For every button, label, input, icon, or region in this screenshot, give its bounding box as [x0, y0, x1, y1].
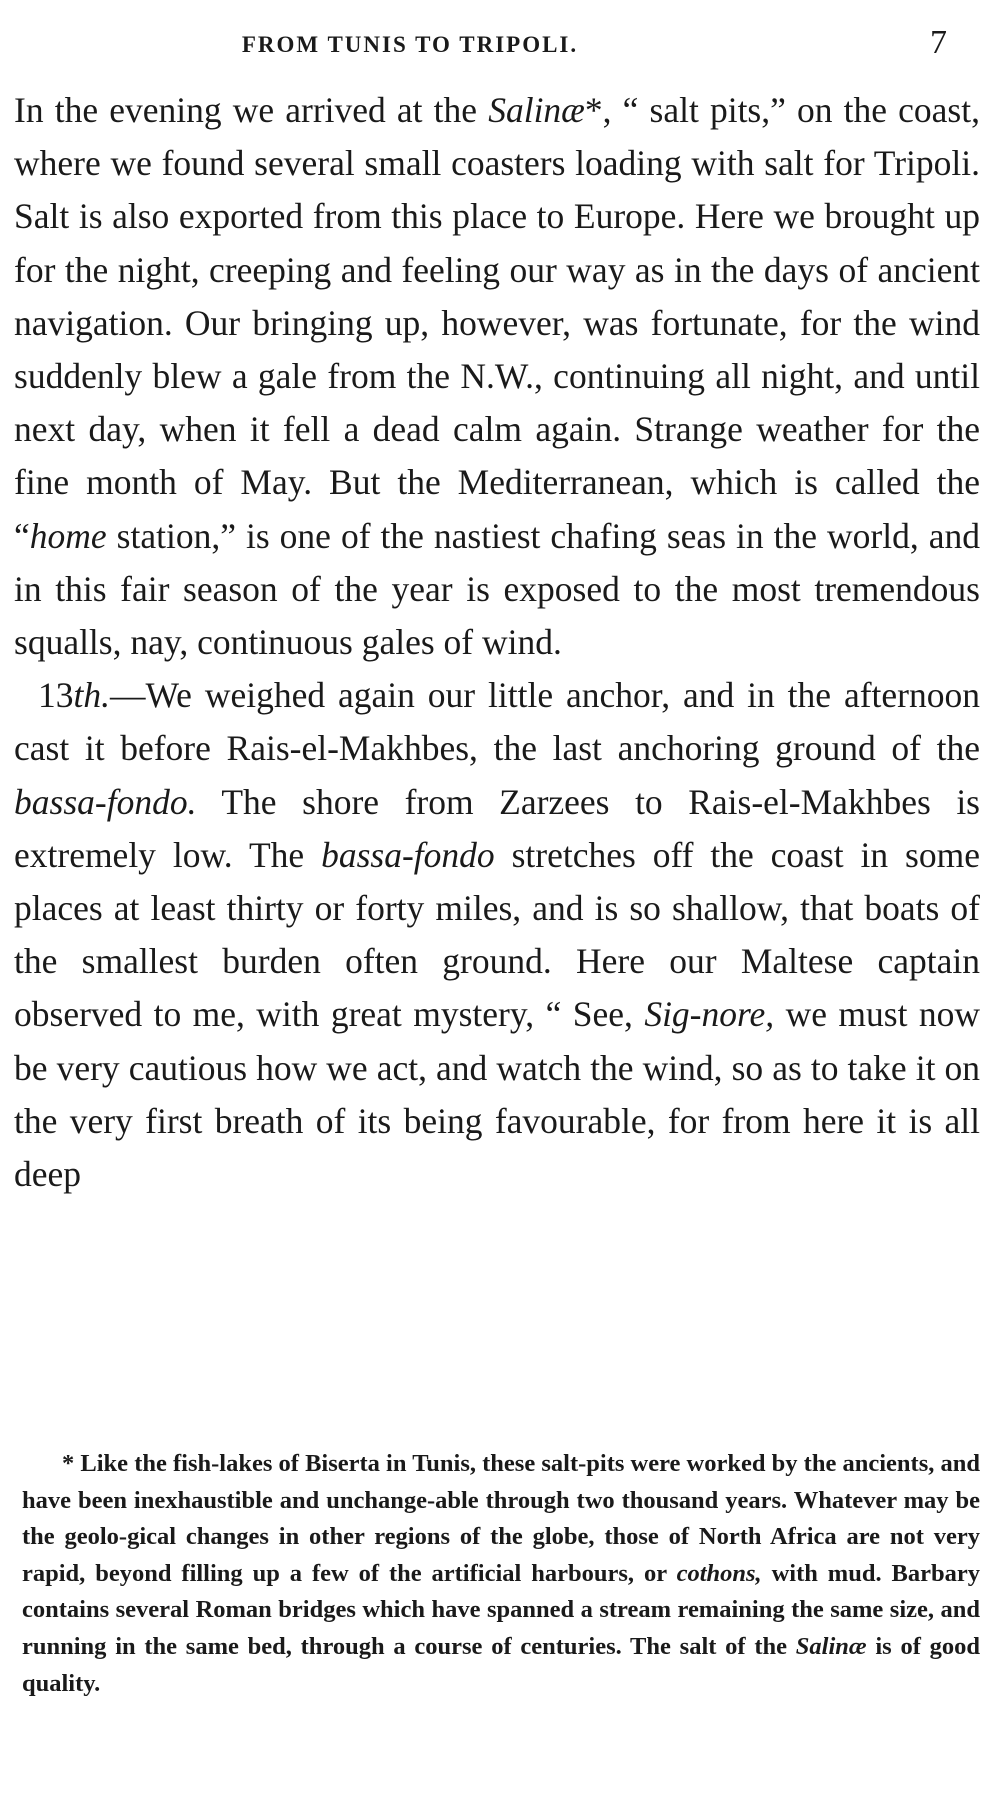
italic-th: th.: [73, 675, 110, 716]
footnote-text: with mud. Barbary contains several Roman bridges which have spanned a stream remaining the same size, and running in the same bed, through a course of centuries. The salt of the: [22, 1559, 980, 1660]
paragraph-text: we must now be very cautious how we act, and watch the wind, so as to take it on the very first breath of its being favourable, for from here it is all deep: [14, 994, 980, 1195]
footnote-text: * Like the fish-lakes of Biserta in Tunis, these salt-pits were worked by the ancients, and have been inexhaustible and unchange-able through two thousand years. Whatever may be the geolo-gical changes in other regions of the globe, those of North Africa are not very rapid, beyond filling up a few of the artificial harbours, or: [22, 1450, 980, 1587]
italic-bassa-fondo: bassa-fondo: [321, 834, 495, 875]
paragraph-text: —We weighed again our little anchor, and in the afternoon cast it before Rais-el-Makhbes, the last anchoring ground of the: [14, 675, 980, 769]
italic-salinae: Salinæ: [488, 90, 585, 130]
page-number: 7: [930, 24, 947, 61]
paragraph-salinae: [14, 84, 980, 669]
date-number: 13: [38, 675, 74, 716]
body-text: [14, 84, 980, 1201]
footnote-paragraph: [22, 1446, 980, 1702]
footnote-text: is of good quality.: [22, 1632, 980, 1697]
paragraph-text: stretches off the coast in some places at least thirty or forty miles, and is so shallow, that boats of the smallest burden often ground. Here our Maltese captain observed to me, with great mystery, “ See,: [14, 834, 980, 1035]
paragraph-text: station,” is one of the nastiest chafing seas in the world, and in this fair season of the year is exposed to the most tremendous squalls, nay, continuous gales of wind.: [14, 515, 980, 663]
italic-signore: Sig-nore,: [644, 994, 775, 1035]
paragraph-text: The shore from Zarzees to Rais-el-Makhbes is extremely low. The: [14, 781, 980, 875]
running-head: [0, 24, 1000, 64]
paragraph-13th: [14, 669, 980, 1201]
italic-salinae: Salinæ: [795, 1632, 867, 1660]
italic-home: home: [29, 515, 107, 556]
paragraph-text: In the evening we arrived at the: [14, 90, 489, 130]
running-title: FROM TUNIS TO TRIPOLI.: [241, 32, 579, 57]
italic-cothons: cothons,: [676, 1559, 762, 1587]
paragraph-text: *, “ salt pits,” on the coast, where we found several small coasters loading with salt for Tripoli. Salt is also exported from this place to Europe. Here we brought up for the night, creeping and feeling our way as in the days of ancient navigation. Our bringing up, however, was fortunate, for the wind suddenly blew a gale from the N.W., continuing all night, and until next day, when it fell a dead calm again. Strange weather for the fine month of May. But the Mediterranean, which is called the “: [14, 90, 980, 556]
footnote: [22, 1446, 980, 1702]
italic-bassa-fondo: bassa-fondo.: [14, 781, 197, 822]
